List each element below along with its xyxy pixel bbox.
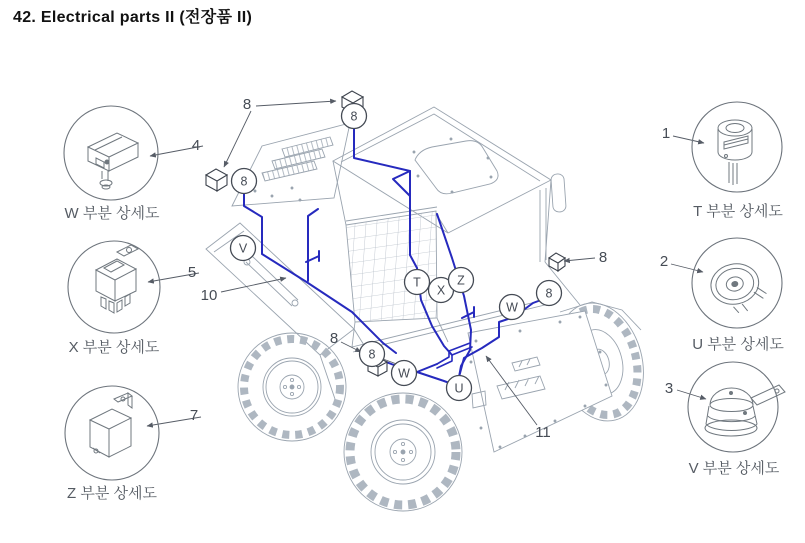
part-number-8-rear: 8 [598, 249, 608, 266]
svg-text:T: T [413, 275, 421, 290]
detail-label: Z 부분 상세도 [67, 485, 157, 502]
detail-label: X 부분 상세도 [68, 339, 160, 356]
work-lamp-left [206, 169, 227, 191]
leader-line [671, 264, 703, 272]
callout-W-rear [500, 295, 525, 320]
part-number-7: 7 [189, 407, 199, 424]
svg-text:8: 8 [545, 286, 553, 301]
svg-text:8: 8 [240, 174, 248, 189]
detail-label: W 부분 상세도 [64, 205, 160, 222]
cab-roof [333, 107, 551, 233]
part-number-1: 1 [661, 125, 671, 142]
switch-sketch [88, 133, 138, 189]
detail-view-x [68, 241, 196, 356]
rear-pillar [540, 174, 566, 262]
ignition-switch-sketch [718, 120, 752, 185]
roof-hatch [415, 141, 498, 194]
part-number-8-top: 8 [242, 96, 252, 113]
leader-line [564, 258, 595, 261]
harness-path [354, 121, 410, 171]
page-title: 42. Electrical parts II (전장품 II) [13, 9, 253, 26]
detail-view-v [665, 362, 785, 477]
relay-sketch [96, 245, 138, 313]
part-number-3: 3 [664, 380, 674, 397]
detail-circle [688, 362, 778, 452]
part-number-5: 5 [187, 264, 197, 281]
flasher-sketch [90, 393, 132, 457]
svg-text:8: 8 [350, 109, 358, 124]
part-number-11: 11 [535, 424, 551, 441]
svg-text:Z: Z [457, 273, 465, 288]
callout-8-rear [537, 281, 562, 306]
wheel-rear-left [238, 333, 346, 441]
work-lamp-rear [549, 253, 565, 271]
part-number-4: 4 [191, 137, 201, 154]
wheel-front-left [344, 393, 462, 511]
leader-line [341, 342, 361, 352]
detail-view-t [662, 102, 784, 220]
callout-T [405, 270, 430, 295]
harness-path [308, 209, 318, 281]
callout-U [447, 376, 472, 401]
part-number-10: 10 [200, 287, 218, 304]
detail-label: T 부분 상세도 [693, 203, 783, 220]
part-number-2: 2 [659, 253, 669, 270]
part-number-8-mid: 8 [329, 330, 339, 347]
detail-view-w [64, 106, 200, 222]
callout-Z [449, 268, 474, 293]
callout-V [231, 236, 256, 261]
leader-line [224, 111, 251, 167]
svg-text:W: W [398, 366, 410, 381]
leader-line [256, 101, 336, 106]
svg-text:8: 8 [368, 347, 376, 362]
callout-8-left [232, 169, 257, 194]
callout-8-front [360, 342, 385, 367]
svg-text:U: U [454, 381, 464, 396]
detail-label: U 부분 상세도 [692, 336, 784, 353]
callout-W-front [392, 361, 417, 386]
detail-view-z [65, 386, 198, 502]
leader-line [673, 136, 704, 143]
callout-8-roof [342, 104, 367, 129]
machine-drawing [206, 107, 656, 511]
svg-text:V: V [238, 241, 248, 256]
detail-view-u [660, 238, 784, 353]
leader-line [677, 390, 706, 399]
detail-circle [65, 386, 159, 480]
detail-circle [68, 241, 160, 333]
mirror-panel [551, 174, 567, 213]
horn-sketch [707, 258, 769, 317]
side-panel [468, 302, 641, 452]
engine-hood [232, 123, 350, 206]
svg-text:X: X [436, 283, 446, 298]
detail-circle [64, 106, 158, 200]
svg-text:W: W [506, 300, 518, 315]
detail-label: V 부분 상세도 [688, 460, 780, 477]
